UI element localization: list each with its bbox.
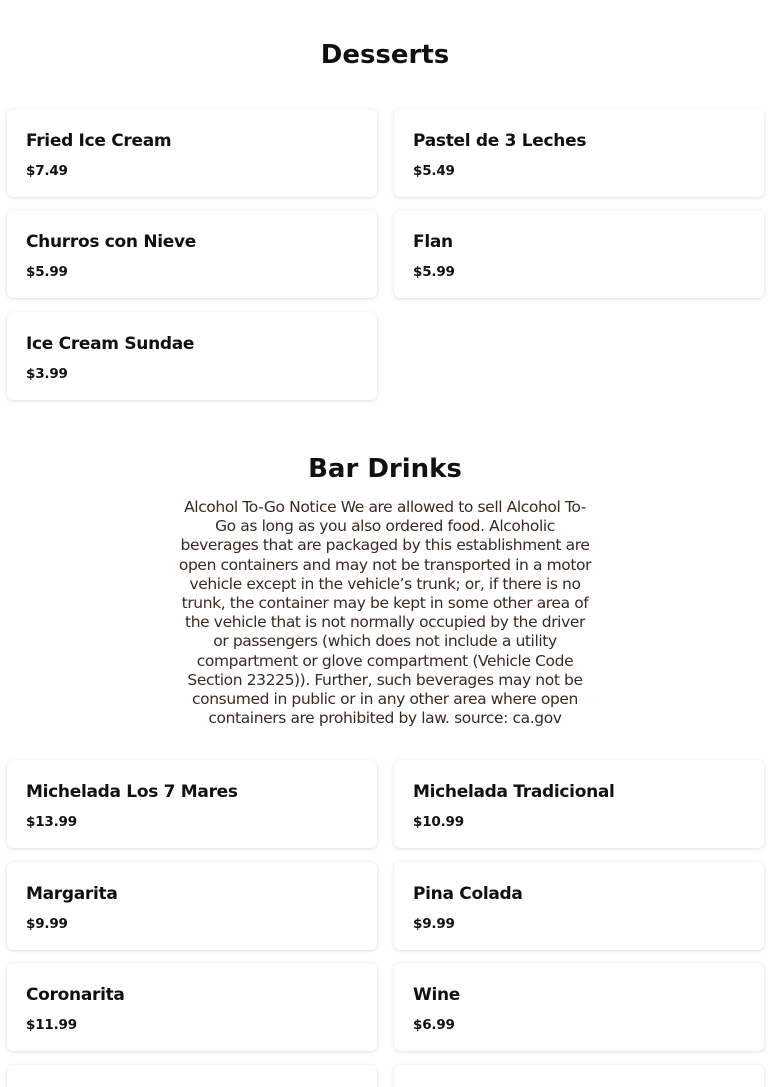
menu-item-name: Flan (413, 232, 453, 252)
menu-item-name: Michelada Los 7 Mares (26, 782, 238, 802)
menu-item-pastel-de-3-leches[interactable] (394, 109, 764, 197)
menu-item-fried-ice-cream[interactable] (7, 109, 377, 197)
menu-item-price: $11.99 (26, 1017, 77, 1033)
menu-item-wine[interactable] (394, 963, 764, 1051)
menu-item-price: $5.99 (26, 264, 68, 280)
menu-item-price: $13.99 (26, 814, 77, 830)
menu-item-card-partial[interactable] (7, 1065, 377, 1087)
menu-item-ice-cream-sundae[interactable] (7, 312, 377, 400)
menu-item-price: $5.49 (413, 163, 455, 179)
menu-item-name: Coronarita (26, 985, 125, 1005)
menu-item-price: $9.99 (413, 916, 455, 932)
menu-item-pina-colada[interactable] (394, 862, 764, 950)
menu-item-coronarita[interactable] (7, 963, 377, 1051)
menu-item-card-partial[interactable] (394, 1065, 764, 1087)
menu-item-price: $10.99 (413, 814, 464, 830)
menu-item-price: $9.99 (26, 916, 68, 932)
menu-item-price: $6.99 (413, 1017, 455, 1033)
menu-item-name: Pastel de 3 Leches (413, 131, 587, 151)
menu-item-price: $5.99 (413, 264, 455, 280)
alcohol-to-go-notice: Alcohol To-Go Notice We are allowed to sell Alcohol To-Go as long as you also ordered food. Alcoholic beverages that are packaged by this establishment are open containers and may not be transported in a motor vehicle except in the vehicle’s trunk; or, if there is no trunk, the container may be kept in some other area of the vehicle that is not normally occupied by the driver or passengers (which does not include a utility compartment or glove compartment (Vehicle Code Section 23225)). Further, such beverages may not be consumed in public or in any other area where open containers are prohibited by law. source: ca.gov (178, 498, 592, 728)
menu-item-name: Ice Cream Sundae (26, 334, 195, 354)
menu-item-michelada-tradicional[interactable] (394, 760, 764, 848)
menu-item-name: Pina Colada (413, 884, 523, 904)
menu-item-flan[interactable] (394, 210, 764, 298)
menu-item-churros-con-nieve[interactable] (7, 210, 377, 298)
menu-item-name: Margarita (26, 884, 118, 904)
menu-item-name: Churros con Nieve (26, 232, 197, 252)
desserts-heading: Desserts (320, 40, 450, 70)
menu-item-michelada-los-7-mares[interactable] (7, 760, 377, 848)
menu-item-name: Fried Ice Cream (26, 131, 172, 151)
menu-item-price: $3.99 (26, 366, 68, 382)
menu-item-margarita[interactable] (7, 862, 377, 950)
bar-drinks-heading: Bar Drinks (308, 454, 462, 484)
menu-item-name: Michelada Tradicional (413, 782, 615, 802)
menu-item-name: Wine (413, 985, 461, 1005)
menu-item-price: $7.49 (26, 163, 68, 179)
